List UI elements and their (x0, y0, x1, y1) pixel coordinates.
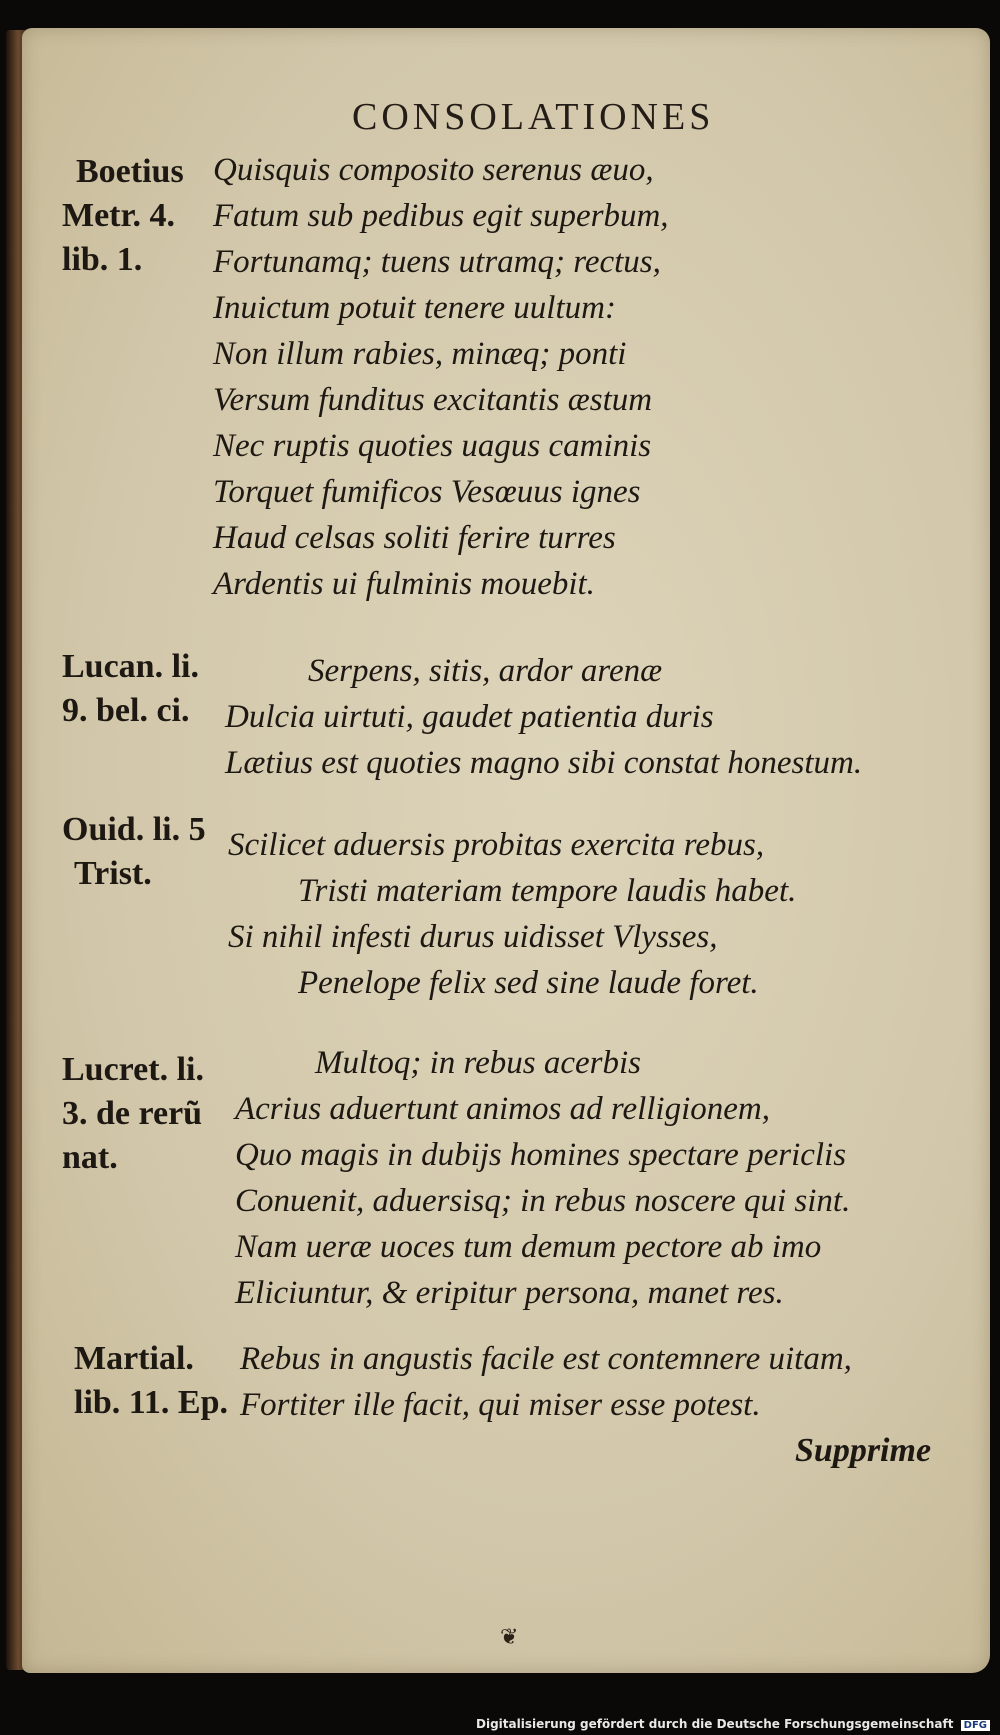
source-line: Trist. (74, 855, 152, 892)
running-head: CONSOLATIONES (352, 96, 715, 138)
verse-block-ovid (228, 822, 796, 1006)
verse-line: Serpens, sitis, ardor arenæ (308, 653, 663, 689)
source-line: Boetius (76, 153, 184, 190)
ornament-icon: ❦ (500, 1625, 519, 1650)
digitization-credit (476, 1717, 990, 1731)
source-line: nat. (62, 1139, 118, 1176)
verse-line: Scilicet aduersis probitas exercita rebus, (228, 827, 765, 863)
source-line: lib. 11. Ep. (74, 1384, 229, 1421)
source-citation-lucan (62, 645, 199, 733)
verse-block-lucan (225, 648, 862, 786)
verse-line: Haud celsas soliti ferire turres (213, 520, 616, 556)
source-citation-ovid (62, 808, 206, 896)
verse-line: Conuenit, aduersisq; in rebus noscere qui sint. (235, 1183, 851, 1219)
source-citation-martial (62, 1337, 228, 1425)
verse-line: Fatum sub pedibus egit superbum, (213, 198, 669, 234)
source-line: Lucan. li. (62, 648, 199, 685)
verse-line: Penelope felix sed sine laude foret. (298, 965, 759, 1001)
verse-line: Quisquis composito serenus æuo, (213, 152, 654, 188)
source-line: 3. de rerũ (62, 1095, 203, 1132)
verse-line: Nec ruptis quoties uagus caminis (213, 428, 652, 464)
verse-line: Torquet fumificos Vesœuus ignes (213, 474, 641, 510)
verse-line: Fortunamq; tuens utramq; rectus, (213, 244, 661, 280)
verse-line: Inuictum potuit tenere uultum: (213, 290, 616, 326)
source-line: Ouid. li. 5 (62, 811, 206, 848)
verse-line: Si nihil infesti durus uidisset Vlysses, (228, 919, 718, 955)
source-citation-boetius (62, 150, 184, 282)
dfg-logo: DFG (961, 1720, 990, 1731)
source-line: Lucret. li. (62, 1051, 204, 1088)
verse-block-boetius (213, 147, 669, 607)
source-line: 9. bel. ci. (62, 692, 190, 729)
verse-block-lucretius (235, 1040, 850, 1316)
source-citation-lucretius (62, 1048, 204, 1180)
credit-text: Digitalisierung gefördert durch die Deutsche Forschungsgemeinschaft (476, 1717, 954, 1731)
verse-line: Acrius aduertunt animos ad relligionem, (235, 1091, 770, 1127)
verse-line: Dulcia uirtuti, gaudet patientia duris (225, 699, 714, 735)
verse-line: Lætius est quoties magno sibi constat honestum. (225, 745, 863, 781)
verse-line: Eliciuntur, & eripitur persona, manet res. (235, 1275, 784, 1311)
verse-line: Tristi materiam tempore laudis habet. (298, 873, 797, 909)
verse-line: Ardentis ui fulminis mouebit. (213, 566, 595, 602)
verse-line: Rebus in angustis facile est contemnere uitam, (240, 1341, 852, 1377)
verse-line: Quo magis in dubijs homines spectare periclis (235, 1137, 847, 1173)
verse-line: Fortiter ille facit, qui miser esse potest. (240, 1387, 761, 1423)
catchword: Supprime (795, 1432, 932, 1469)
verse-line: Nam ueræ uoces tum demum pectore ab imo (235, 1229, 822, 1265)
verse-block-martial (240, 1336, 852, 1428)
verse-line: Multoq; in rebus acerbis (315, 1045, 641, 1081)
source-line: lib. 1. (62, 241, 143, 278)
verse-line: Versum funditus excitantis æstum (213, 382, 653, 418)
source-line: Metr. 4. (62, 197, 175, 234)
source-line: Martial. (74, 1340, 194, 1377)
verse-line: Non illum rabies, minæq; ponti (213, 336, 627, 372)
